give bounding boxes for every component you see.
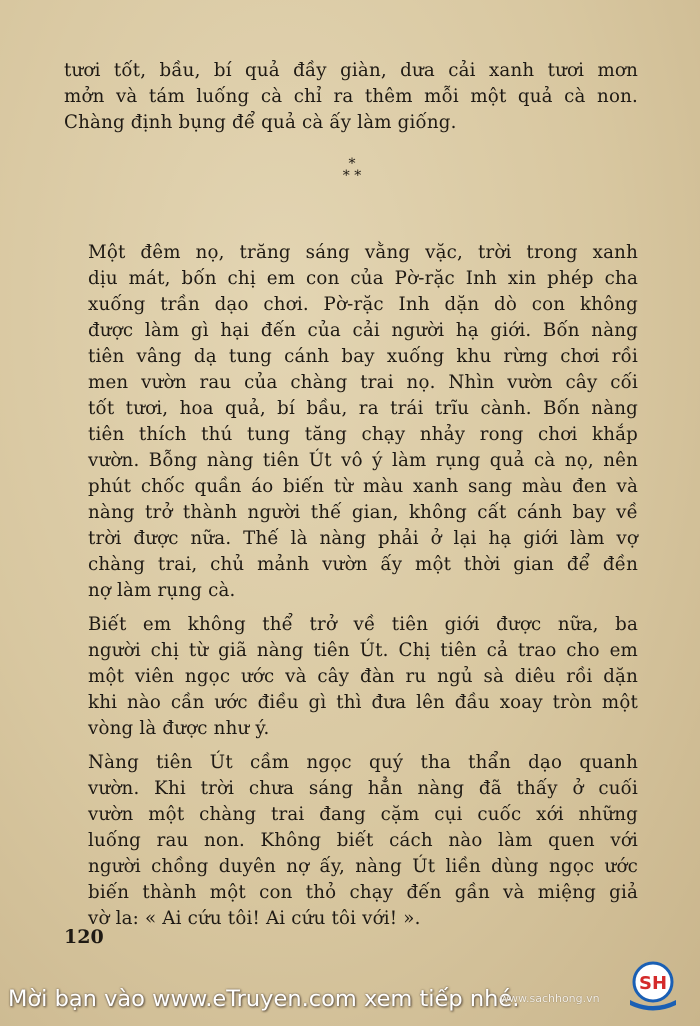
text-line: trời được nữa. Thế là nàng phải ở lại hạ giới làm vợ (88, 528, 638, 549)
book-page-text (64, 58, 638, 932)
text-line: tiên vâng dạ tung cánh bay xuống khu rừng chơi rồi (88, 346, 638, 367)
text-line: biến thành một con thỏ chạy đến gần và miệng giả (88, 882, 638, 903)
text-line: Một đêm nọ, trăng sáng vằng vặc, trời trong xanh (88, 242, 638, 263)
ornament-star-top: * (348, 156, 356, 172)
text-line: phút chốc quần áo biến từ màu xanh sang màu đen và (88, 476, 638, 497)
paragraph-3 (64, 612, 638, 742)
text-line: tươi tốt, bầu, bí quả đầy giàn, dưa cải xanh tươi mơn (64, 60, 638, 81)
text-line: tiên thích thú tung tăng chạy nhảy rong chơi khắp (88, 424, 638, 445)
text-line: nợ làm rụng cà. (88, 580, 236, 601)
text-line: men vườn rau của chàng trai nọ. Nhìn vườn cây cối (88, 372, 638, 393)
text-line: người chị từ giã nàng tiên Út. Chị tiên cả trao cho em (88, 640, 638, 661)
text-line: tốt tươi, hoa quả, bí bầu, ra trái trĩu cành. Bốn nàng (88, 398, 638, 419)
publisher-logo-icon (622, 960, 684, 1012)
page-number: 120 (64, 926, 104, 948)
text-line: khi nào cần ước điều gì thì đưa lên đầu xoay tròn một (88, 692, 638, 713)
text-line: Chàng định bụng để quả cà ấy làm giống. (64, 112, 457, 133)
logo-lettering: SH (638, 973, 668, 994)
text-line: Nàng tiên Út cầm ngọc quý tha thẩn dạo quanh (88, 752, 638, 773)
footer-banner-link[interactable]: Mời bạn vào www.eTruyen.com xem tiếp nhé. (8, 986, 520, 1012)
text-line: nàng trở thành người thế gian, không cất cánh bay về (88, 502, 638, 523)
text-line: người chồng duyên nợ ấy, nàng Út liền dùng ngọc ước (88, 856, 638, 877)
ornament-star-bottom: * * (342, 168, 362, 184)
text-line: vườn. Khi trời chưa sáng hẳn nàng đã thấy ở cuối (88, 778, 638, 799)
paragraph-2 (64, 240, 638, 604)
text-line: một viên ngọc ước và cây đàn ru ngủ sà diêu rồi dặn (88, 666, 638, 687)
text-line: xuống trần dạo chơi. Pờ-rặc Inh dặn dò con không (88, 294, 638, 315)
text-line: vòng là được như ý. (88, 718, 270, 739)
text-line: chàng trai, chủ mảnh vườn ấy một thời gian để đền (88, 554, 638, 575)
text-line: mởn và tám luống cà chỉ ra thêm mỗi một quả cà non. (64, 86, 638, 107)
text-line: dịu mát, bốn chị em con của Pờ-rặc Inh xin phép cha (88, 268, 638, 289)
text-line: vườn một chàng trai đang cặm cụi cuốc xới những (88, 804, 638, 825)
text-line: luống rau non. Không biết cách nào làm quen với (88, 830, 638, 851)
watermark-url: www.sachhong.vn (500, 992, 600, 1005)
text-line: Biết em không thể trở về tiên giới được nữa, ba (88, 614, 638, 635)
text-line: vờ la: « Ai cứu tôi! Ai cứu tôi với! ». (88, 908, 421, 929)
paragraph-1 (64, 58, 638, 136)
text-line: vườn. Bỗng nàng tiên Út vô ý làm rụng quả cà nọ, nên (88, 450, 638, 471)
text-line: được làm gì hại đến của cải người hạ giới. Bốn nàng (88, 320, 638, 341)
paragraph-4 (64, 750, 638, 932)
